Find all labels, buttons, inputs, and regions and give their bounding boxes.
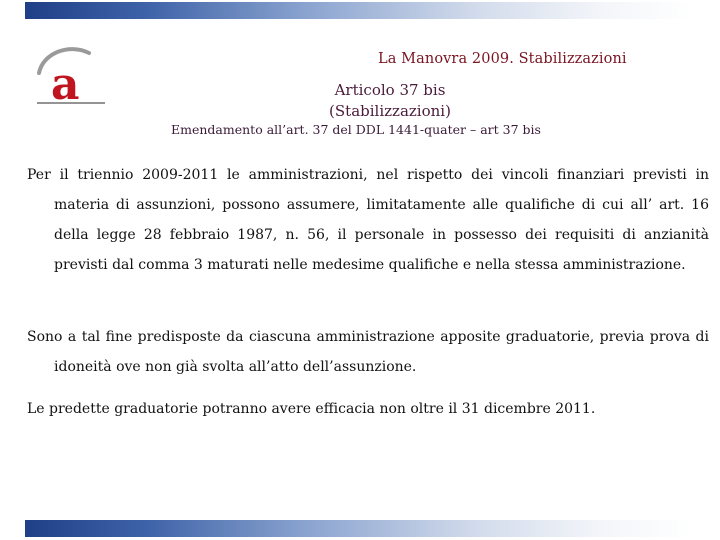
article-title: Articolo 37 bis — [334, 81, 446, 99]
body-paragraph: Per il triennio 2009-2011 le amministrazioni, nel rispetto dei vincoli finanziari previsti in materia di assunzioni, possono assumere, limitatamente alle qualifiche di cui all’ art. 16 della legge 28 febbraio 1987, n. 56, il personale in possesso dei requisiti di anzianità previsti dal comma 3 maturati nelle medesime qualifiche e nella stessa amministrazione. — [27, 167, 709, 273]
body-paragraph: Le predette graduatorie potranno avere efficacia non oltre il 31 dicembre 2011. — [27, 401, 596, 417]
logo-letter: a — [51, 59, 80, 110]
body-paragraph: Sono a tal fine predisposte da ciascuna amministrazione apposite graduatorie, previa prova di idoneità ove non già svolta all’atto dell’assunzione. — [27, 329, 709, 375]
slide-header-title: La Manovra 2009. Stabilizzazioni — [378, 51, 627, 67]
top-decorative-band — [25, 2, 693, 19]
article-subtitle: (Stabilizzazioni) — [329, 102, 451, 120]
amendment-reference: Emendamento all’art. 37 del DDL 1441-quater – art 37 bis — [171, 122, 541, 137]
bottom-decorative-band — [25, 520, 693, 537]
